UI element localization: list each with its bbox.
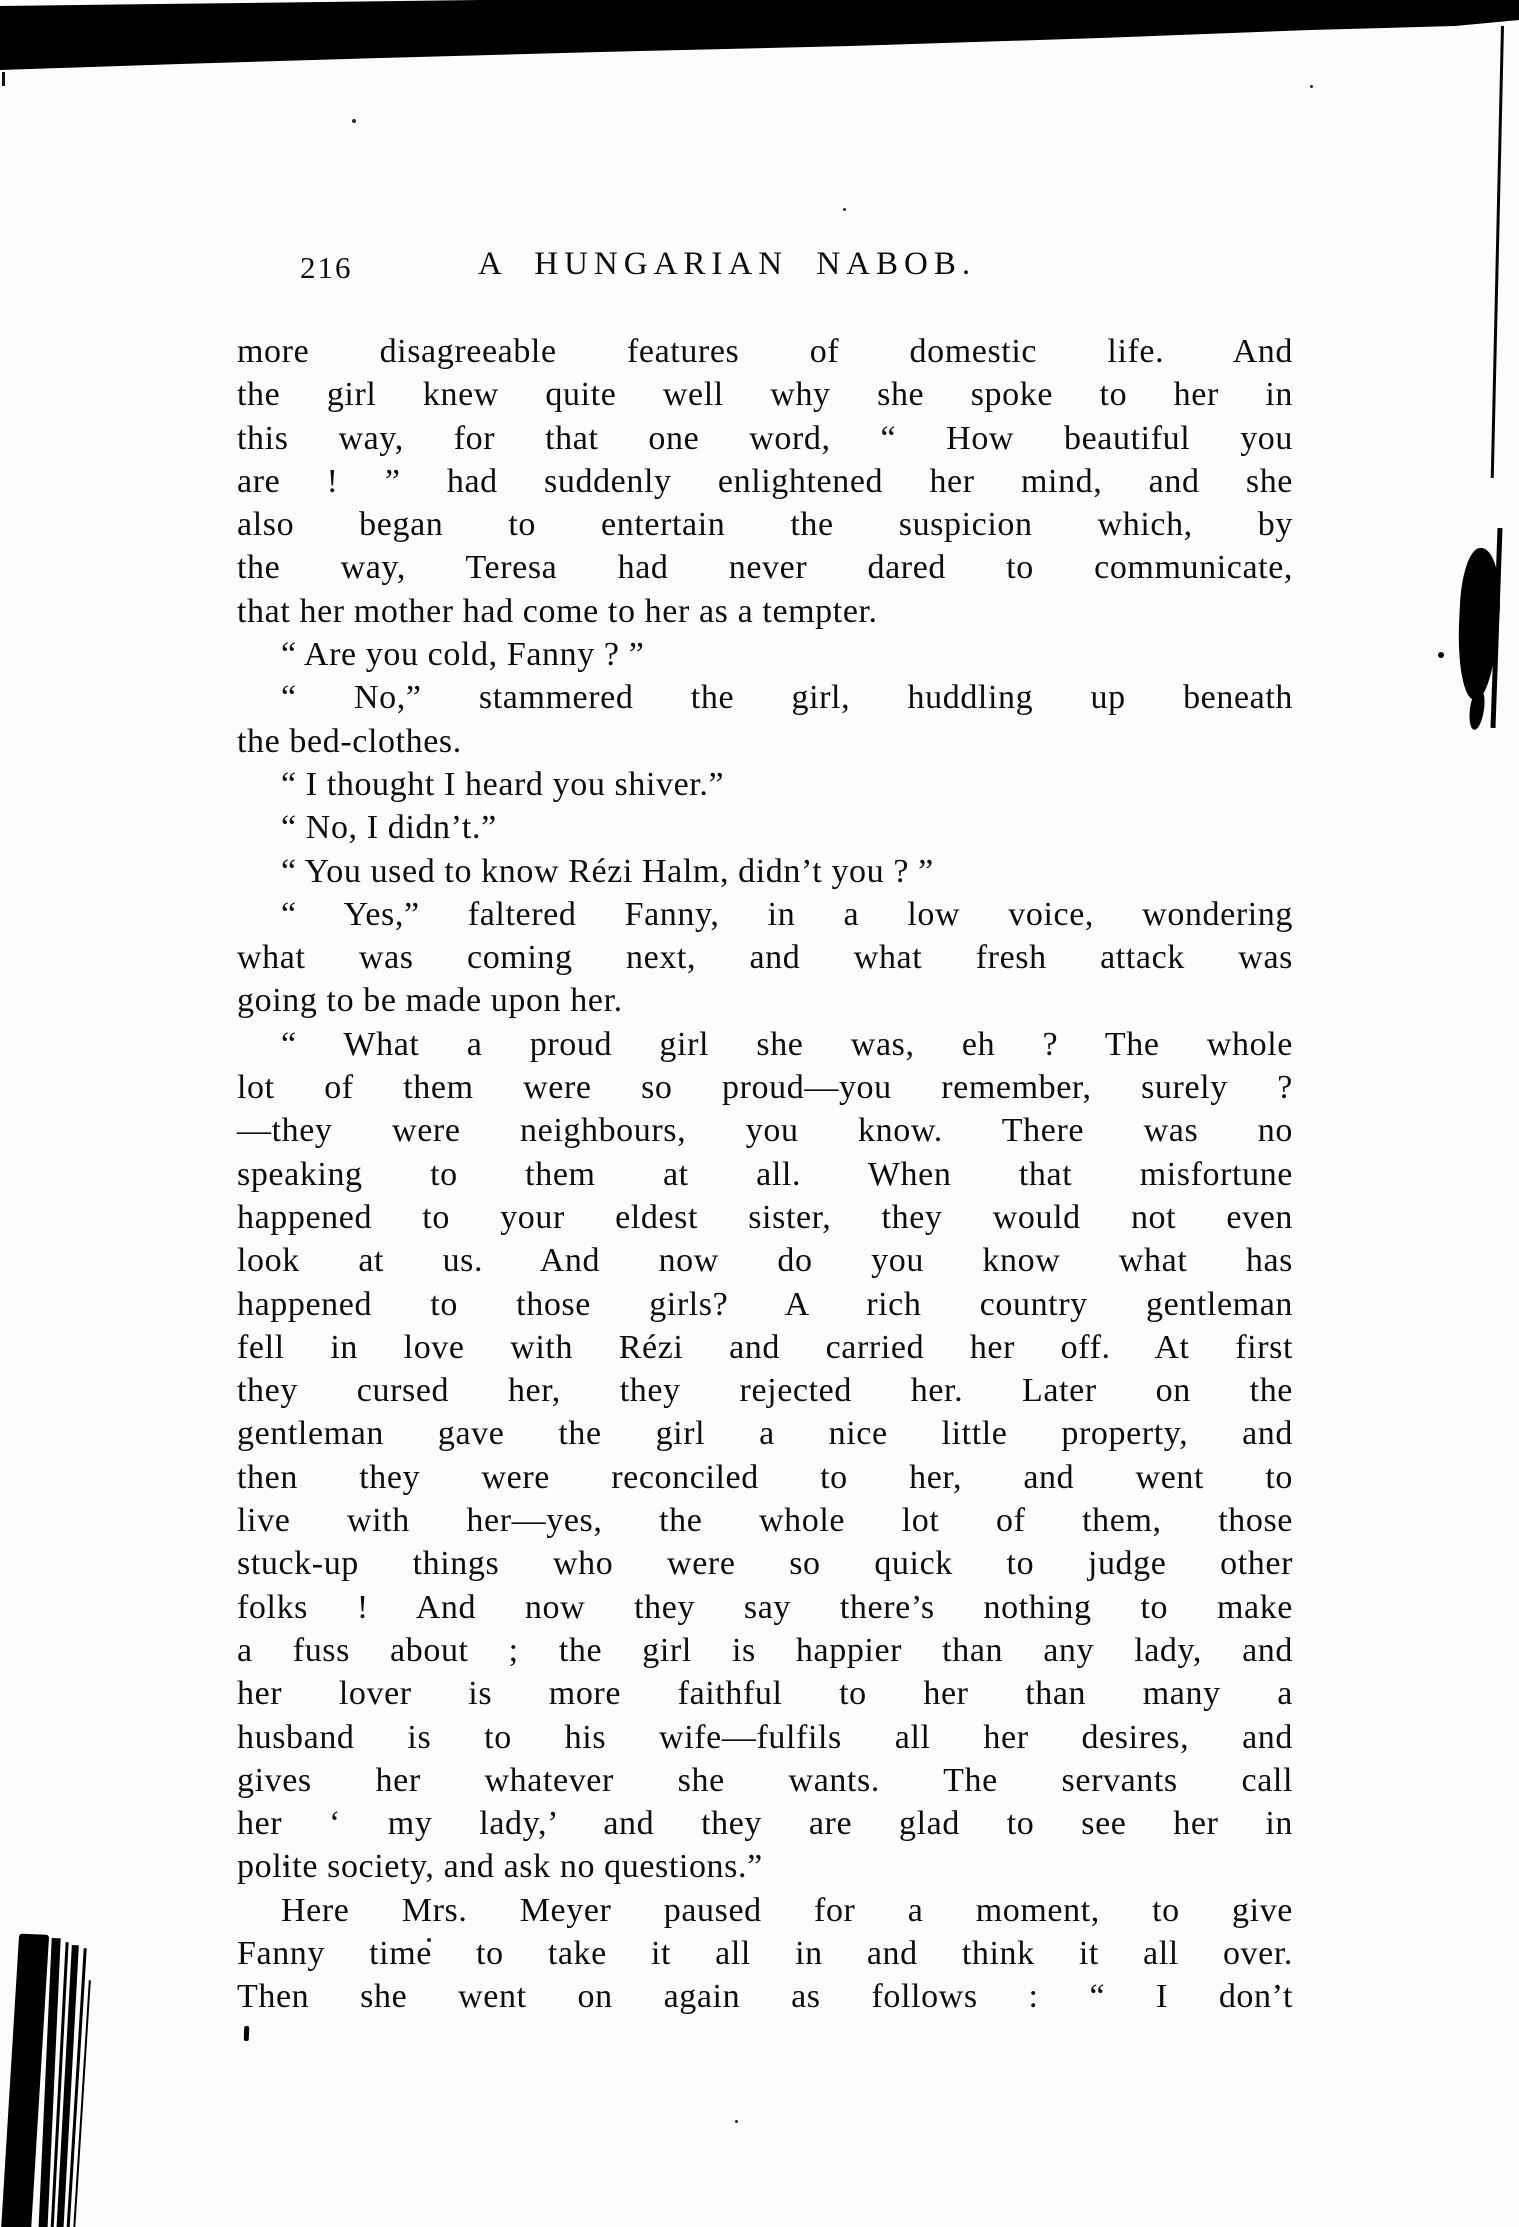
text-line: that her mother had come to her as a tempter.: [237, 592, 878, 630]
text-line: “ What a proud girl she was, eh ? The whole: [281, 1025, 1293, 1063]
text-line: the bed-clothes.: [237, 722, 462, 760]
text-line: happened to your eldest sister, they would not even: [237, 1198, 1293, 1236]
text-line: lot of them were so proud—you remember, surely ?: [237, 1069, 1293, 1107]
text-line: —they were neighbours, you know. There was no: [237, 1112, 1293, 1150]
text-line: going to be made upon her.: [237, 982, 623, 1020]
text-line: what was coming next, and what fresh attack was: [237, 939, 1293, 977]
body-text: [237, 330, 1293, 2019]
text-line: her ‘ my lady,’ and they are glad to see her in: [237, 1805, 1293, 1843]
text-line: “ I thought I heard you shiver.”: [281, 765, 725, 803]
scan-speck: [843, 208, 846, 211]
scan-speck: [1310, 85, 1313, 88]
scan-artifact-top-band: [0, 0, 1519, 100]
text-line: Then she went on again as follows : “ I don’t: [237, 1978, 1293, 2016]
text-line: folks ! And now they say there’s nothing to make: [237, 1588, 1293, 1626]
text-line: stuck-up things who were so quick to judge other: [237, 1545, 1293, 1583]
text-line: husband is to his wife—fulfils all her desires, and: [237, 1718, 1293, 1756]
scan-artifact-small-tick: [244, 2026, 250, 2041]
text-line: fell in love with Rézi and carried her off. At first: [237, 1328, 1293, 1366]
text-line: “ No,” stammered the girl, huddling up beneath: [281, 679, 1293, 717]
scan-speck: [735, 2120, 738, 2123]
scan-artifact-right-edge-line: [1491, 26, 1504, 478]
scan-speck: [352, 119, 356, 123]
text-line: are ! ” had suddenly enlightened her mind, and she: [237, 462, 1293, 500]
text-line: the girl knew quite well why she spoke to her in: [237, 376, 1293, 414]
text-line: look at us. And now do you know what has: [237, 1242, 1293, 1280]
text-line: then they were reconciled to her, and went to: [237, 1458, 1293, 1496]
page-number: 216: [300, 250, 353, 285]
text-line: more disagreeable features of domestic life. And: [237, 333, 1293, 370]
text-line: her lover is more faithful to her than many a: [237, 1675, 1293, 1713]
text-line: live with her—yes, the whole lot of them, those: [237, 1502, 1293, 1540]
text-line: Here Mrs. Meyer paused for a moment, to give: [281, 1891, 1293, 1929]
text-line: Fanny time to take it all in and think it all over.: [237, 1934, 1293, 1972]
text-line: “ Yes,” faltered Fanny, in a low voice, wondering: [281, 895, 1293, 933]
text-line: “ You used to know Rézi Halm, didn’t you ? ”: [281, 852, 934, 890]
text-line: gentleman gave the girl a nice little property, and: [237, 1415, 1293, 1453]
running-title: A HUNGARIAN NABOB.: [478, 246, 977, 282]
scan-artifact-bottom-left-streaks: [0, 1920, 130, 2227]
text-line: “ Are you cold, Fanny ? ”: [281, 636, 645, 674]
text-line: “ No, I didn’t.”: [281, 809, 497, 847]
text-line: also began to entertain the suspicion which, by: [237, 506, 1293, 544]
text-line: they cursed her, they rejected her. Later on the: [237, 1372, 1293, 1410]
text-line: speaking to them at all. When that misfortune: [237, 1155, 1293, 1193]
text-line: gives her whatever she wants. The servants call: [237, 1761, 1293, 1799]
text-line: this way, for that one word, “ How beautiful you: [237, 419, 1293, 457]
text-line: polite society, and ask no questions.”: [237, 1848, 763, 1886]
scan-artifact-ink-dot: [1438, 652, 1444, 658]
scan-artifact-edge-tick: [2, 72, 5, 86]
text-line: happened to those girls? A rich country gentleman: [237, 1285, 1293, 1323]
text-line: a fuss about ; the girl is happier than any lady, and: [237, 1631, 1293, 1669]
text-line: the way, Teresa had never dared to communicate,: [237, 549, 1293, 587]
